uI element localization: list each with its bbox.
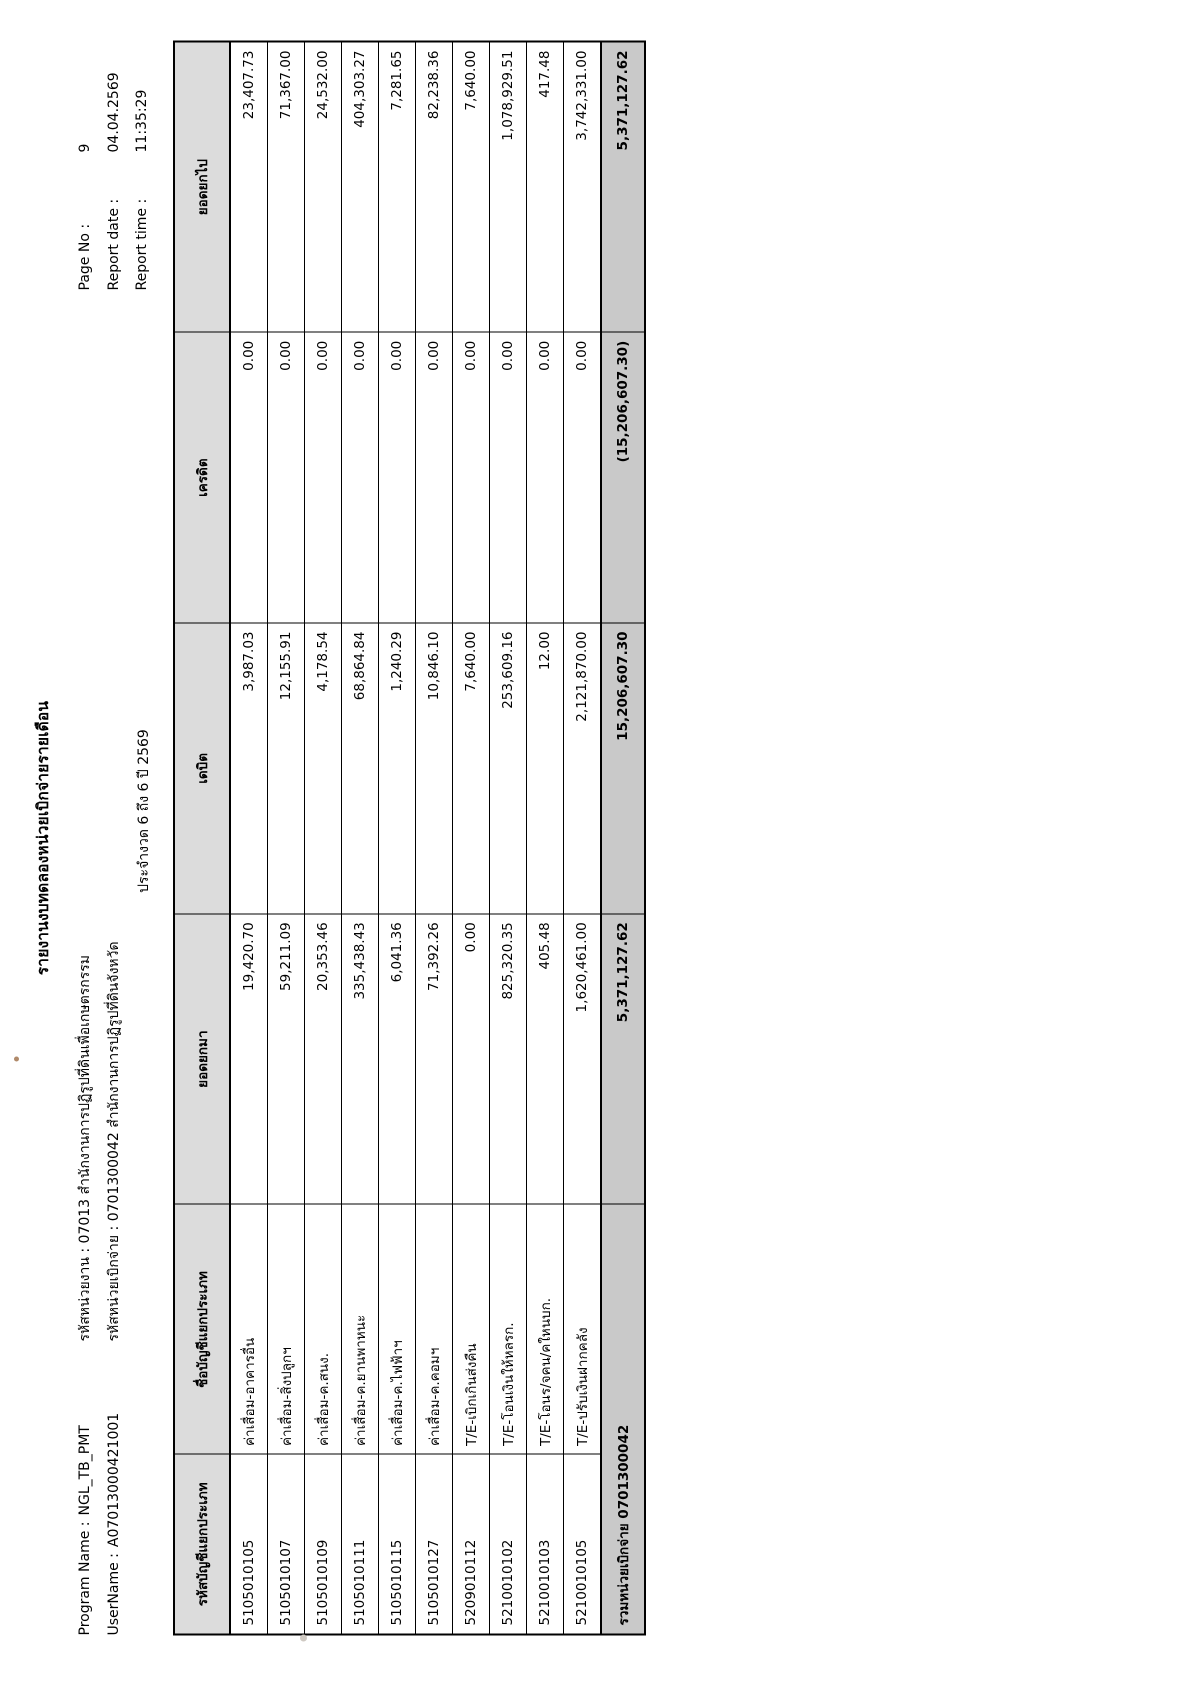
cell-name: T/E-โอนเงินให้หลรก. xyxy=(490,1204,527,1454)
cell-debit: 3,987.03 xyxy=(230,623,268,914)
table-body xyxy=(230,41,645,1634)
cell-name: ค่าเสื่อม-ค.สนง. xyxy=(305,1204,342,1454)
report-time-label: Report time : xyxy=(134,198,151,290)
username-row xyxy=(100,1365,129,1635)
table-row xyxy=(230,41,268,1634)
scan-artifact-dot-2 xyxy=(14,1056,19,1061)
cell-code: 5105010115 xyxy=(379,1454,416,1634)
cell-debit: 2,121,870.00 xyxy=(564,623,602,914)
col-header-opening-balance: ยอดยกมา xyxy=(174,913,230,1204)
cell-debit: 12,155.91 xyxy=(268,623,305,914)
cell-name: ค่าเสื่อม-อาคารอื่น xyxy=(230,1204,268,1454)
report-date-row xyxy=(100,40,129,290)
cell-opening: 71,392.26 xyxy=(416,913,453,1204)
page-no-label: Page No : xyxy=(77,223,93,290)
cell-opening: 825,320.35 xyxy=(490,913,527,1204)
report-date-value: 04.04.2569 xyxy=(105,71,122,152)
username-label: UserName : xyxy=(105,1552,122,1635)
cell-debit: 4,178.54 xyxy=(305,623,342,914)
cell-debit: 1,240.29 xyxy=(379,623,416,914)
cell-code: 5210010102 xyxy=(490,1454,527,1634)
col-header-account-name: ชื่อบัญชีแยกประเภท xyxy=(174,1204,230,1454)
cell-closing: 23,407.73 xyxy=(230,41,268,332)
cell-closing: 7,281.65 xyxy=(379,41,416,332)
page-no-value: 9 xyxy=(77,143,93,152)
cell-opening: 20,353.46 xyxy=(305,913,342,1204)
cell-credit: 0.00 xyxy=(342,332,379,623)
cell-opening: 6,041.36 xyxy=(379,913,416,1204)
table-row xyxy=(453,41,490,1634)
page-title: รายงานงบทดลองหน่วยเบิกจ่ายรายเดือน xyxy=(34,700,52,975)
program-name-value: NGL_TB_PMT xyxy=(77,1424,93,1515)
report-meta-block xyxy=(71,40,157,290)
cell-credit: 0.00 xyxy=(379,332,416,623)
table-row xyxy=(379,41,416,1634)
cell-debit: 253,609.16 xyxy=(490,623,527,914)
table-row xyxy=(416,41,453,1634)
table-row xyxy=(490,41,527,1634)
cell-credit: 0.00 xyxy=(453,332,490,623)
cell-credit: 0.00 xyxy=(490,332,527,623)
cell-credit: 0.00 xyxy=(305,332,342,623)
total-label: รวมหน่วยเบิกจ่าย 0701300042 xyxy=(601,1204,645,1634)
table-row xyxy=(305,41,342,1634)
cell-opening: 59,211.09 xyxy=(268,913,305,1204)
scan-artifact-dot xyxy=(300,1634,307,1641)
cell-name: ค่าเสื่อม-ค.ไฟฟ้าฯ xyxy=(379,1204,416,1454)
cell-opening: 405.48 xyxy=(527,913,564,1204)
program-name-row xyxy=(71,1365,100,1635)
cell-code: 5105010127 xyxy=(416,1454,453,1634)
total-closing: 5,371,127.62 xyxy=(601,41,645,332)
cell-closing: 3,742,331.00 xyxy=(564,41,602,332)
table-row xyxy=(527,41,564,1634)
cell-code: 5210010105 xyxy=(564,1454,602,1634)
report-time-value: 11:35:29 xyxy=(134,89,151,152)
table-row xyxy=(268,41,305,1634)
cell-code: 5105010107 xyxy=(268,1454,305,1634)
cell-name: ค่าเสื่อม-ค.ยานพาหนะ xyxy=(342,1204,379,1454)
program-name-label: Program Name : xyxy=(77,1521,93,1635)
disbursement-code-line: รหัสหน่วยเบิกจ่าย : 0701300042 สำนักงานการปฏิรูปที่ดินจังหวัด xyxy=(105,940,122,1341)
cell-closing: 1,078,929.51 xyxy=(490,41,527,332)
cell-code: 5105010111 xyxy=(342,1454,379,1634)
cell-closing: 82,238.36 xyxy=(416,41,453,332)
cell-opening: 19,420.70 xyxy=(230,913,268,1204)
cell-debit: 10,846.10 xyxy=(416,623,453,914)
cell-code: 5210010103 xyxy=(527,1454,564,1634)
page-no-row xyxy=(71,40,100,290)
cell-credit: 0.00 xyxy=(527,332,564,623)
table-total-row xyxy=(601,41,645,1634)
cell-opening: 335,438.43 xyxy=(342,913,379,1204)
col-header-account-code: รหัสบัญชีแยกประเภท xyxy=(174,1454,230,1634)
cell-credit: 0.00 xyxy=(416,332,453,623)
report-header xyxy=(71,40,159,1635)
col-header-debit: เดบิต xyxy=(174,623,230,914)
cell-name: ค่าเสื่อม-สิ่งปลูกฯ xyxy=(268,1204,305,1454)
cell-debit: 7,640.00 xyxy=(453,623,490,914)
total-debit: 15,206,607.30 xyxy=(601,623,645,914)
cell-name: T/E-ปรับเงินฝากคลัง xyxy=(564,1204,602,1454)
cell-opening: 0.00 xyxy=(453,913,490,1204)
program-meta-block xyxy=(71,1365,128,1635)
cell-name: ค่าเสื่อม-ค.คอมฯ xyxy=(416,1204,453,1454)
trial-balance-table xyxy=(173,40,646,1635)
cell-closing: 24,532.00 xyxy=(305,41,342,332)
cell-closing: 404,303.27 xyxy=(342,41,379,332)
cell-closing: 7,640.00 xyxy=(453,41,490,332)
username-value: A07013000421001 xyxy=(105,1412,122,1547)
period-line: ประจำงวด 6 ถึง 6 ปี 2569 xyxy=(136,728,153,893)
cell-code: 5209010112 xyxy=(453,1454,490,1634)
total-opening: 5,371,127.62 xyxy=(601,913,645,1204)
col-header-credit: เครดิต xyxy=(174,332,230,623)
cell-name: T/E-โอนร/จคน/คใหนบก. xyxy=(527,1204,564,1454)
cell-credit: 0.00 xyxy=(230,332,268,623)
cell-debit: 12.00 xyxy=(527,623,564,914)
col-header-closing-balance: ยอดยกไป xyxy=(174,41,230,332)
agency-meta-block xyxy=(71,290,159,1365)
table-header-row xyxy=(174,41,230,1634)
table-row xyxy=(342,41,379,1634)
cell-credit: 0.00 xyxy=(564,332,602,623)
cell-code: 5105010105 xyxy=(230,1454,268,1634)
agency-code-line: รหัสหน่วยงาน : 07013 สำนักงานการปฏิรูปที่ดินเพื่อเกษตรกรรม xyxy=(77,954,93,1341)
table-row xyxy=(564,41,602,1634)
report-date-label: Report date : xyxy=(105,198,122,290)
cell-name: T/E-เบิกเกินส่งคืน xyxy=(453,1204,490,1454)
cell-debit: 68,864.84 xyxy=(342,623,379,914)
cell-closing: 417.48 xyxy=(527,41,564,332)
cell-credit: 0.00 xyxy=(268,332,305,623)
report-time-row xyxy=(128,40,157,290)
cell-code: 5105010109 xyxy=(305,1454,342,1634)
cell-closing: 71,367.00 xyxy=(268,41,305,332)
total-credit: (15,206,607.30) xyxy=(601,332,645,623)
cell-opening: 1,620,461.00 xyxy=(564,913,602,1204)
